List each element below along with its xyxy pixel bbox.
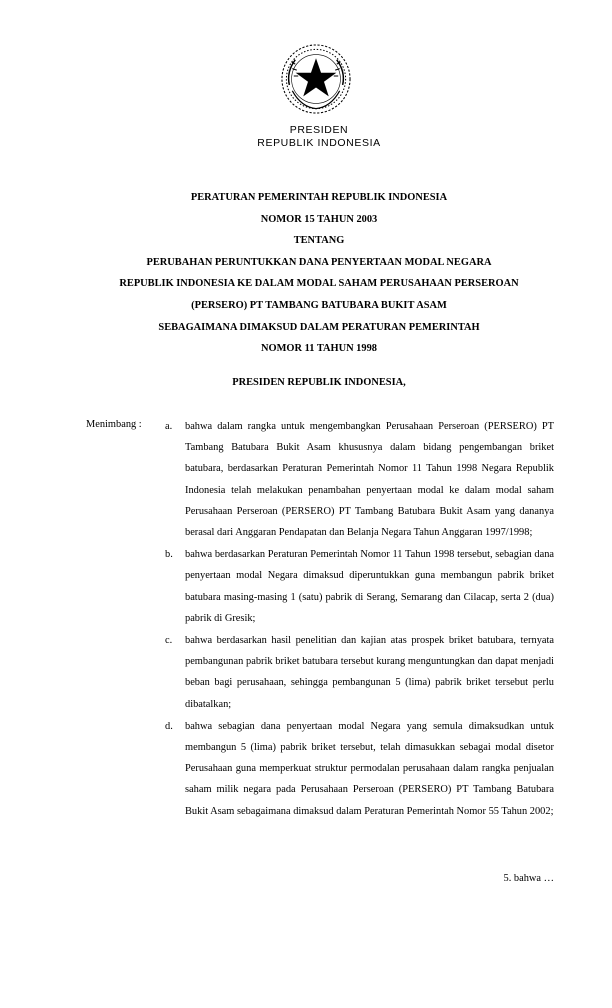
list-item	[165, 416, 554, 543]
emblem-caption	[0, 124, 612, 150]
item-text: bahwa sebagian dana penyertaan modal Negara yang semula dimaksudkan untuk membangun 5 (lima) pabrik briket tersebut, telah dimasukkan sebagai modal disetor Perusahaan guna memperkuat struktur permodalan perusahaan dalam rangka penjualan saham milik negara pada Perusahaan Perseroan (PERSERO) PT Tambang Batubara Bukit Asam sebagaimana dimaksud dalam Peraturan Pemerintah Nomor 55 Tahun 2002;	[185, 720, 554, 817]
item-text: bahwa berdasarkan hasil penelitian dan kajian atas prospek briket batubara, ternyata pembangunan pabrik briket batubara tersebut kurang menguntungkan dan dapat menjadi beban bagi perusahaan, sehingga pembangunan 5 (lima) pabrik briket tersebut perlu dibatalkan;	[185, 635, 554, 710]
list-item	[165, 544, 554, 629]
preamble: PRESIDEN REPUBLIK INDONESIA,	[232, 377, 406, 388]
list-item	[165, 716, 554, 822]
emblem-caption-line1: PRESIDEN	[289, 124, 349, 136]
item-text: bahwa dalam rangka untuk mengembangkan Perusahaan Perseroan (PERSERO) PT Tambang Batubara Bukit Asam khususnya dalam bidang pengembangan briket batubara, berdasarkan Peraturan Pemerintah Nomor 11 Tahun 1998 Negara Republik Indonesia telah melakukan penambahan penyertaan modal ke dalam modal saham Perusahaan Perseroan (PERSERO) PT Tambang Batubara Bukit Asam yang dananya berasal dari Anggaran Pendapatan dan Belanja Negara Tahun Anggaran 1997/1998;	[185, 421, 554, 539]
document-title	[60, 187, 578, 360]
title-line: SEBAGAIMANA DIMAKSUD DALAM PERATURAN PEMERINTAH	[158, 321, 480, 333]
menimbang-label: Menimbang :	[86, 419, 142, 430]
title-line: NOMOR 15 TAHUN 2003	[260, 213, 378, 225]
item-text: bahwa berdasarkan Peraturan Pemerintah Nomor 11 Tahun 1998 tersebut, sebagian dana penyertaan modal Negara dimaksud diperuntukkan guna membangun pabrik briket batubara masing-masing 1 (satu) pabrik di Serang, Semarang dan Cilacap, serta 2 (dua) pabrik di Gresik;	[185, 549, 554, 624]
title-line: NOMOR 11 TAHUN 1998	[261, 343, 377, 355]
title-line: PERUBAHAN PERUNTUKKAN DANA PENYERTAAN MODAL NEGARA	[146, 256, 492, 268]
menimbang-list	[165, 416, 554, 823]
title-line: (PERSERO) PT TAMBANG BATUBARA BUKIT ASAM	[191, 299, 447, 311]
item-letter: b.	[165, 549, 173, 561]
item-letter: d.	[165, 720, 173, 732]
item-letter: c.	[165, 635, 173, 647]
title-line: REPUBLIK INDONESIA KE DALAM MODAL SAHAM PERUSAHAAN PERSEROAN	[119, 278, 519, 290]
emblem-caption-line2: REPUBLIK INDONESIA	[257, 137, 381, 149]
title-line: PERATURAN PEMERINTAH REPUBLIK INDONESIA	[190, 192, 448, 203]
list-item	[165, 630, 554, 715]
title-line: TENTANG	[293, 235, 345, 247]
page-continuation: 5. bahwa …	[503, 873, 554, 884]
garuda-star-emblem-icon	[279, 42, 353, 116]
item-letter: a.	[165, 421, 173, 432]
